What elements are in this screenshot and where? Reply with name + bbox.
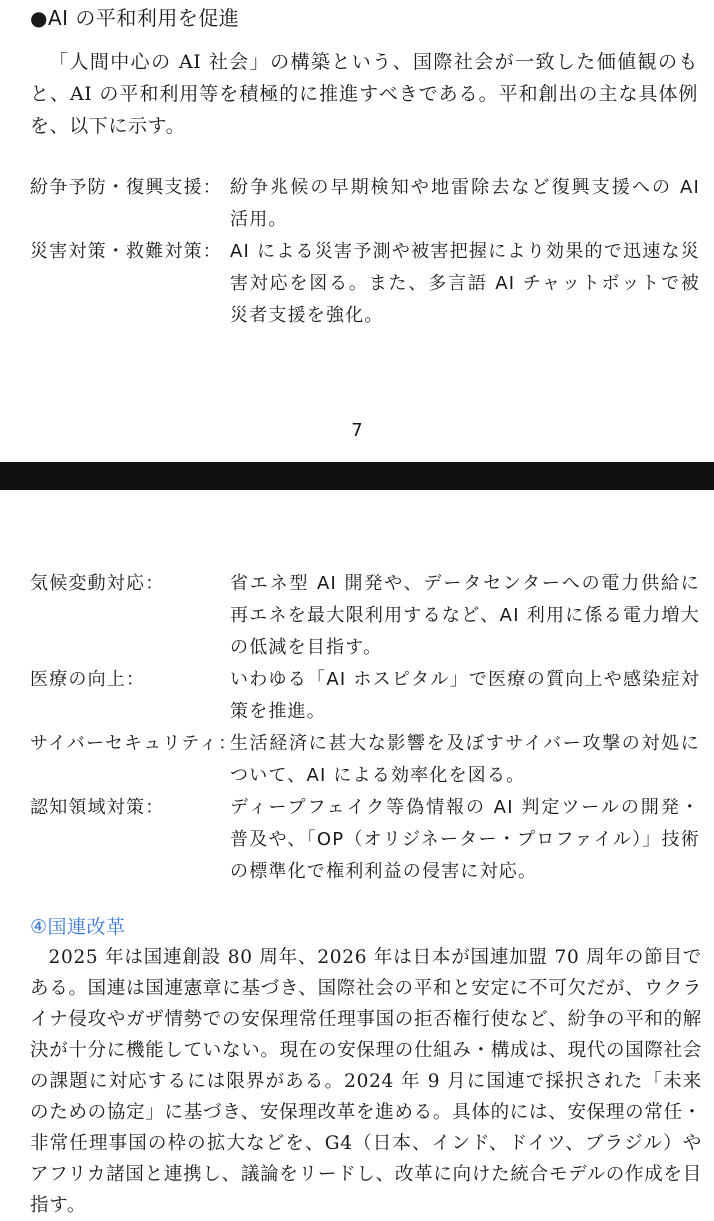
list-item [30,664,700,728]
item-term: 認知領域対策： [30,797,165,818]
item-term: 医療の向上： [30,669,146,690]
list-item [30,172,700,236]
page-divider [0,462,714,490]
list-item [30,568,700,664]
item-term: 紛争予防・復興支援： [30,177,222,198]
item-description: 生活経済に甚大な影響を及ぼすサイバー攻撃の対処について、AI による効率化を図る。 [230,733,700,786]
list-item [30,792,700,888]
item-description: 紛争兆候の早期検知や地雷除去など復興支援への AI 活用。 [230,177,700,230]
item-description: 省エネ型 AI 開発や、データセンターへの電力供給に再エネを最大限利用するなど、AI 利用に係る電力増大の低減を目指す。 [230,573,700,658]
item-description: AI による災害予測や被害把握により効果的で迅速な災害対応を図る。また、多言語 AI チャットボットで被災者支援を強化。 [230,241,700,326]
intro-paragraph: 「人間中心の AI 社会」の構築という、国際社会が一致した価値観のもと、AI の平和利用等を積極的に推進すべきである。平和創出の主な具体例を、以下に示す。 [30,51,698,137]
section-heading-ai-peaceful-use: ●AI の平和利用を促進 [30,6,240,30]
list-item [30,236,700,332]
list-item [30,728,700,792]
item-description: いわゆる「AI ホスピタル」で医療の質向上や感染症対策を推進。 [230,669,700,722]
document-page-8 [0,490,714,1216]
item-term: 気候変動対応： [30,573,165,594]
item-term: サイバーセキュリティ： [30,733,238,754]
section-body: 2025 年は国連創設 80 周年、2026 年は日本が国連加盟 70 周年の節目である。国連は国連憲章に基づき、国際社会の平和と安定に不可欠だが、ウクライナ侵攻やガザ情勢での安保理常任理事国の拒否権行使など、紛争の平和的解決が十分に機能していない。現在の安保理の仕組み・構成は、現代の国際社会の課題に対応するには限界がある。2024 年 9 月に国連で採択された「未来のための協定」に基づき、安保理改革を進める。具体的には、安保理の常任・非常任理事国の枠の拡大などを、G4（日本、インド、ドイツ、ブラジル）やアフリカ諸国と連携し、議論をリードし、改革に向けた統合モデルの作成を目指す。 [30,947,703,1216]
document-page-7 [0,0,714,462]
page-number: 7 [351,420,363,441]
section-title-un-reform: ④国連改革 [30,916,126,938]
item-description: ディープフェイク等偽情報の AI 判定ツールの開発・普及や、「OP（オリジネーター・プロファイル）」技術の標準化で権利利益の侵害に対応。 [230,797,700,882]
item-term: 災害対策・救難対策： [30,241,222,262]
